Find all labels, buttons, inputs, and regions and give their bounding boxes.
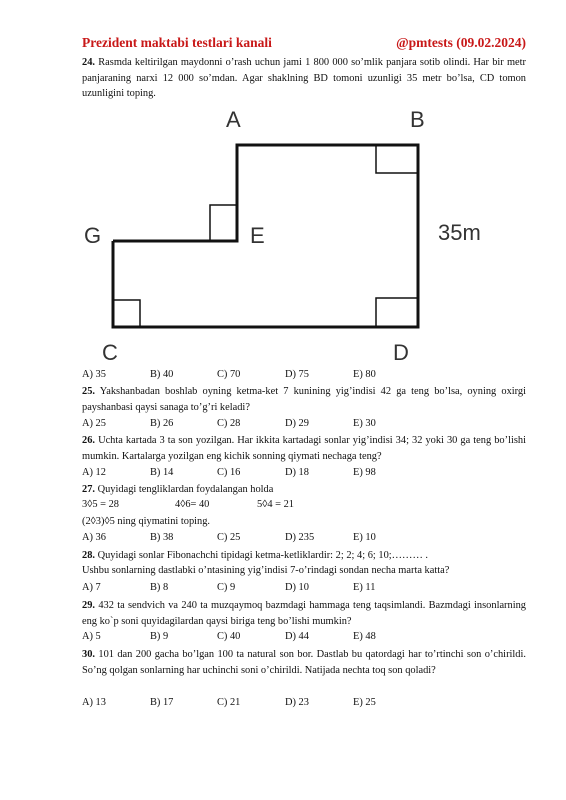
question-26 bbox=[82, 433, 526, 464]
label-C: C bbox=[102, 340, 118, 365]
answer-c: C) 28 bbox=[217, 418, 241, 429]
answer-b: B) 26 bbox=[150, 418, 174, 429]
right-angle-B bbox=[376, 145, 418, 173]
answer-a: A) 5 bbox=[82, 631, 101, 642]
answers-25 bbox=[82, 418, 526, 433]
question-text: Yakshanbadan boshlab oyning ketma-ket 7 kunining yig’indisi 42 ga teng bo’lsa, oyning oxirgi payshanbasi qaysi sanaga to’g’ri keladi? bbox=[82, 386, 527, 413]
answer-c: C) 25 bbox=[217, 532, 241, 543]
question-number: 26. bbox=[82, 435, 95, 446]
answer-d: D) 235 bbox=[285, 532, 315, 543]
answers-24 bbox=[82, 369, 526, 384]
answer-a: A) 12 bbox=[82, 467, 106, 478]
answer-a: A) 36 bbox=[82, 532, 106, 543]
answer-e: E) 48 bbox=[353, 631, 376, 642]
answer-c: C) 70 bbox=[217, 369, 241, 380]
answer-c: C) 9 bbox=[217, 582, 236, 593]
equation-1: 3◊5 = 28 bbox=[82, 499, 119, 510]
label-G: G bbox=[84, 223, 102, 248]
answers-26 bbox=[82, 467, 526, 482]
label-A: A bbox=[226, 107, 241, 132]
shape-outline bbox=[113, 145, 418, 327]
answer-b: B) 17 bbox=[150, 697, 174, 708]
answer-e: E) 80 bbox=[353, 369, 376, 380]
answer-d: D) 18 bbox=[285, 467, 309, 478]
right-angle-E bbox=[210, 205, 237, 241]
question-text: Quyidagi tengliklardan foydalangan holda bbox=[97, 484, 274, 495]
question-29 bbox=[82, 598, 526, 629]
answer-a: A) 25 bbox=[82, 418, 106, 429]
answer-b: B) 38 bbox=[150, 532, 174, 543]
question-27-ask: (2◊3)◊5 ning qiymatini toping. bbox=[82, 516, 211, 527]
label-35m: 35m bbox=[438, 220, 481, 245]
answer-b: B) 8 bbox=[150, 582, 169, 593]
question-number: 29. bbox=[82, 600, 95, 611]
question-text: 432 ta sendvich va 240 ta muzqaymoq bazmdagi hammaga teng taqsimlandi. Bazmdagi insonlarning eng ko`p soni quyidagilardan qaysi biriga teng bo’lishi mumkin? bbox=[82, 600, 526, 627]
label-D: D bbox=[393, 340, 409, 365]
question-25 bbox=[82, 384, 526, 415]
question-text: Rasmda keltirilgan maydonni o’rash uchun jami 1 800 000 so’mlik panjara sotib olindi. Har bir metr panjaraning narxi 12 000 so’mdan. Agar shaklning BD tomoni uzunligi 35 metr bo’lsa, CD tomon uzunligini toping. bbox=[82, 57, 526, 99]
right-angle-D bbox=[376, 298, 418, 327]
page-header bbox=[82, 35, 526, 53]
question-number: 30. bbox=[82, 649, 95, 660]
answer-e: E) 30 bbox=[353, 418, 376, 429]
answer-b: B) 14 bbox=[150, 467, 174, 478]
question-24 bbox=[82, 55, 526, 102]
answer-c: C) 40 bbox=[217, 631, 241, 642]
question-number: 25. bbox=[82, 386, 95, 397]
question-number: 28. bbox=[82, 550, 95, 561]
answer-e: E) 98 bbox=[353, 467, 376, 478]
answers-27 bbox=[82, 532, 526, 547]
shape-diagram bbox=[80, 105, 520, 370]
question-text: Quyidagi sonlar Fibonachchi tipidagi ketma-ketliklardir: 2; 2; 4; 6; 10;……… . bbox=[97, 550, 429, 561]
answer-c: C) 16 bbox=[217, 467, 241, 478]
answer-d: D) 75 bbox=[285, 369, 309, 380]
answer-c: C) 21 bbox=[217, 697, 241, 708]
question-27 bbox=[82, 482, 526, 498]
answers-30 bbox=[82, 697, 526, 712]
answer-d: D) 44 bbox=[285, 631, 309, 642]
equation-2: 4◊6= 40 bbox=[175, 499, 210, 510]
answer-d: D) 23 bbox=[285, 697, 309, 708]
answers-28 bbox=[82, 582, 526, 597]
answer-d: D) 10 bbox=[285, 582, 309, 593]
right-angle-C bbox=[113, 300, 140, 327]
question-30 bbox=[82, 647, 526, 678]
question-number: 24. bbox=[82, 57, 95, 68]
answer-b: B) 9 bbox=[150, 631, 169, 642]
answers-29 bbox=[82, 631, 526, 646]
answer-e: E) 25 bbox=[353, 697, 376, 708]
channel-handle-date: @pmtests (09.02.2024) bbox=[396, 35, 526, 50]
label-E: E bbox=[250, 223, 265, 248]
question-text: Uchta kartada 3 ta son yozilgan. Har ikkita kartadagi sonlar yig’indisi 34; 32 yoki 30 ga teng bo’lishi mumkin. Kartalarga yozilgan eng kichik sonning qiymati nechaga teng? bbox=[82, 435, 526, 462]
answer-b: B) 40 bbox=[150, 369, 174, 380]
answer-e: E) 10 bbox=[353, 532, 376, 543]
question-number: 27. bbox=[82, 484, 95, 495]
answer-e: E) 11 bbox=[353, 582, 376, 593]
channel-title: Prezident maktabi testlari kanali bbox=[82, 35, 272, 50]
question-28 bbox=[82, 548, 526, 564]
equations-27 bbox=[82, 499, 526, 514]
question-text: 101 dan 200 gacha bo’lgan 100 ta natural son bor. Dastlab bu qatordagi har to’rtinchi son o’chirildi. So’ng qolgan sonlarning har uchinchi soni o’chirildi. Natijada nechta toq son qoladi? bbox=[82, 649, 526, 676]
equation-3: 5◊4 = 21 bbox=[257, 499, 294, 510]
answer-d: D) 29 bbox=[285, 418, 309, 429]
question-28-text2: Ushbu sonlarning dastlabki o’ntasining yig’indisi 7-o’rindagi sondan necha marta katta? bbox=[82, 565, 450, 576]
answer-a: A) 7 bbox=[82, 582, 101, 593]
answer-a: A) 35 bbox=[82, 369, 106, 380]
label-B: B bbox=[410, 107, 425, 132]
answer-a: A) 13 bbox=[82, 697, 106, 708]
